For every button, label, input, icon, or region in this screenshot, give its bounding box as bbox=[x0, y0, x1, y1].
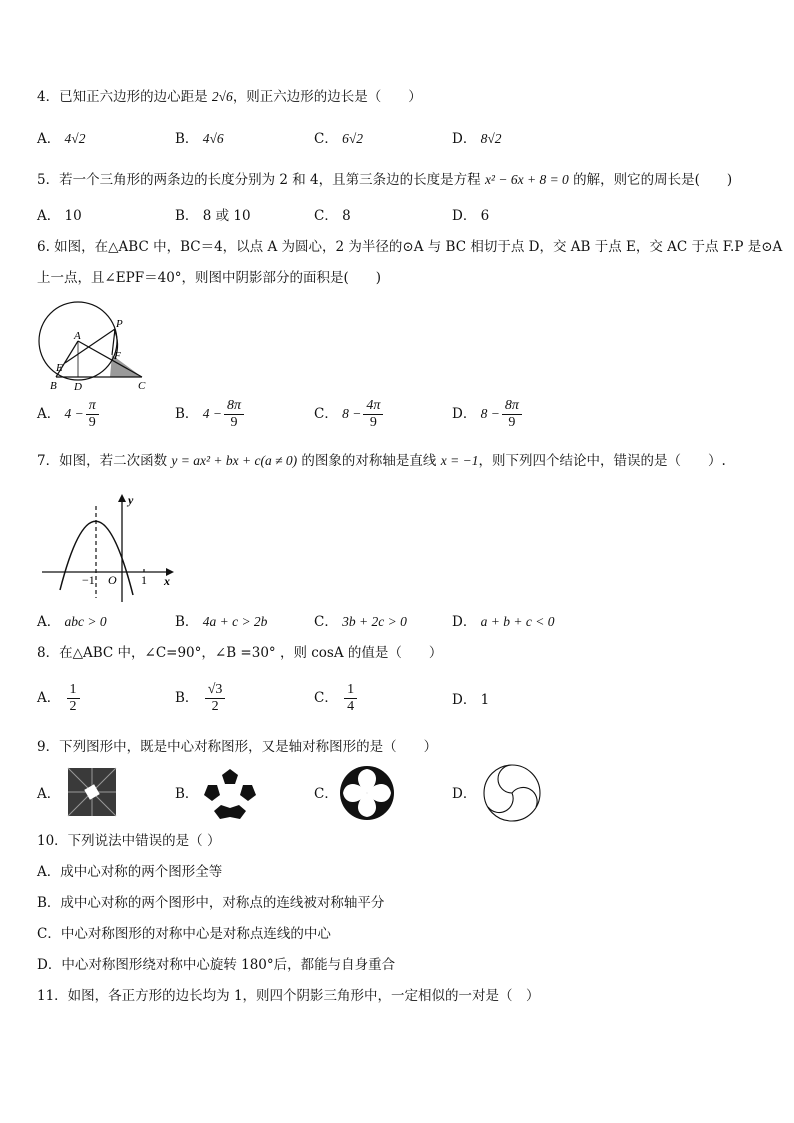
q4-option-b[interactable]: B． 4√6 bbox=[175, 131, 224, 147]
q6-figure bbox=[34, 297, 164, 395]
q7-option-a[interactable]: A． abc > 0 bbox=[37, 614, 107, 630]
q11-stem: 11．如图，各正方形的边长均为 1，则四个阴影三角形中，一定相似的一对是（ ） bbox=[37, 988, 540, 1004]
q6-option-c[interactable]: C． 8 − $\frac{4\pi}{9}$ bbox=[314, 398, 383, 431]
q5-stem bbox=[37, 170, 732, 190]
q6-option-b[interactable]: B． 4 − $\frac{8\pi}{9}$ bbox=[175, 398, 244, 431]
q6-label-a: A bbox=[74, 330, 81, 342]
q7-label-origin: O bbox=[108, 573, 117, 587]
q4-stem-tail: ，则正六边形的边长是（ ） bbox=[232, 89, 422, 105]
q7-function-expr: y = ax² + bx + c(a ≠ 0) bbox=[171, 453, 298, 468]
q6-label-b: B bbox=[50, 380, 57, 392]
q5-option-d[interactable]: D． 6 bbox=[452, 208, 490, 224]
q6-label-c: C bbox=[138, 380, 146, 392]
q7-option-c[interactable]: C． 3b + 2c > 0 bbox=[314, 614, 407, 630]
q4-option-a[interactable]: A． 4√2 bbox=[37, 131, 86, 147]
q9-option-b-figure[interactable] bbox=[200, 767, 260, 822]
q6-option-a[interactable]: A． 4 − $\frac{\pi}{9}$ bbox=[37, 398, 99, 431]
q8-option-a[interactable]: A． $\frac{1}{2}$ bbox=[37, 682, 80, 715]
q4-option-c[interactable]: C． 6√2 bbox=[314, 131, 364, 147]
q4-stem-text: 4．已知正六边形的边心距是 bbox=[37, 89, 212, 105]
q5-option-b[interactable]: B． 8 或 10 bbox=[175, 208, 251, 224]
q10-option-c[interactable]: C．中心对称图形的对称中心是对称点连线的中心 bbox=[37, 926, 331, 942]
q6-label-d: D bbox=[74, 381, 82, 393]
q10-stem: 10．下列说法中错误的是（ ） bbox=[37, 833, 221, 849]
q7-label-x: x bbox=[164, 574, 170, 588]
q5-stem-tail: 的解，则它的周长是( ) bbox=[568, 172, 733, 188]
q9-option-a-figure[interactable] bbox=[67, 767, 117, 817]
q9-option-b-letter[interactable]: B． bbox=[175, 786, 199, 802]
q4-option-d[interactable]: D． 8√2 bbox=[452, 131, 502, 147]
q8-option-d[interactable]: D． 1 bbox=[452, 692, 490, 708]
q9-option-c-figure[interactable] bbox=[339, 765, 395, 821]
q8-option-c[interactable]: C． $\frac{1}{4}$ bbox=[314, 682, 357, 715]
q7-stem: 7．如图，若二次函数 y = ax² + bx + c(a ≠ 0) 的图象的对称轴是直线 x = −1，则下列四个结论中，错误的是（ ）. bbox=[37, 453, 726, 469]
q5-option-a[interactable]: A． 10 bbox=[37, 208, 82, 224]
q5-stem-expr: x² − 6x + 8 = 0 bbox=[484, 172, 569, 187]
q6-label-p: P bbox=[116, 318, 123, 330]
q7-figure bbox=[38, 490, 178, 605]
q7-option-b[interactable]: B． 4a + c > 2b bbox=[175, 614, 268, 630]
q9-option-d-figure[interactable] bbox=[482, 763, 542, 823]
q5-option-c[interactable]: C． 8 bbox=[314, 208, 351, 224]
q7-axis-expr: x = −1 bbox=[440, 453, 479, 468]
q8-option-b[interactable]: B． $\frac{√3}{2}$ bbox=[175, 682, 225, 715]
q9-option-a-letter[interactable]: A． bbox=[37, 786, 61, 802]
q10-option-b[interactable]: B．成中心对称的两个图形中，对称点的连线被对称轴平分 bbox=[37, 895, 385, 911]
q10-option-a[interactable]: A．成中心对称的两个图形全等 bbox=[37, 864, 223, 880]
q7-option-d[interactable]: D． a + b + c < 0 bbox=[452, 614, 555, 630]
q7-label-y: y bbox=[128, 493, 134, 507]
q7-label-neg-one: −1 bbox=[82, 573, 95, 587]
q9-option-c-letter[interactable]: C． bbox=[314, 786, 338, 802]
q6-option-d[interactable]: D． 8 − $\frac{8\pi}{9}$ bbox=[452, 398, 522, 431]
q6-stem-line2: 上一点，且∠EPF＝40°，则图中阴影部分的面积是( ) bbox=[37, 270, 382, 286]
q10-option-d[interactable]: D．中心对称图形绕对称中心旋转 180°后，都能与自身重合 bbox=[37, 957, 396, 973]
q4-stem bbox=[37, 87, 422, 107]
q8-stem: 8．在△ABC 中，∠C=90°，∠B =30° ，则 cosA 的值是（ ） bbox=[37, 645, 443, 661]
q4-stem-expr: 2√6 bbox=[211, 89, 233, 104]
q7-label-one: 1 bbox=[141, 573, 147, 587]
q9-stem: 9．下列图形中，既是中心对称图形，又是轴对称图形的是（ ） bbox=[37, 739, 438, 755]
q9-option-d-letter[interactable]: D． bbox=[452, 786, 477, 802]
q5-stem-text: 5．若一个三角形的两条边的长度分别为 2 和 4，且第三条边的长度是方程 bbox=[37, 172, 485, 188]
q6-label-e: E bbox=[56, 362, 63, 374]
q6-stem-line1: 6. 如图，在△ABC 中，BC＝4，以点 A 为圆心，2 为半径的⊙A 与 BC 相切于点 D，交 AB 于点 E，交 AC 于点 F.P 是⊙A bbox=[37, 239, 783, 255]
q6-label-f: F bbox=[114, 350, 121, 362]
